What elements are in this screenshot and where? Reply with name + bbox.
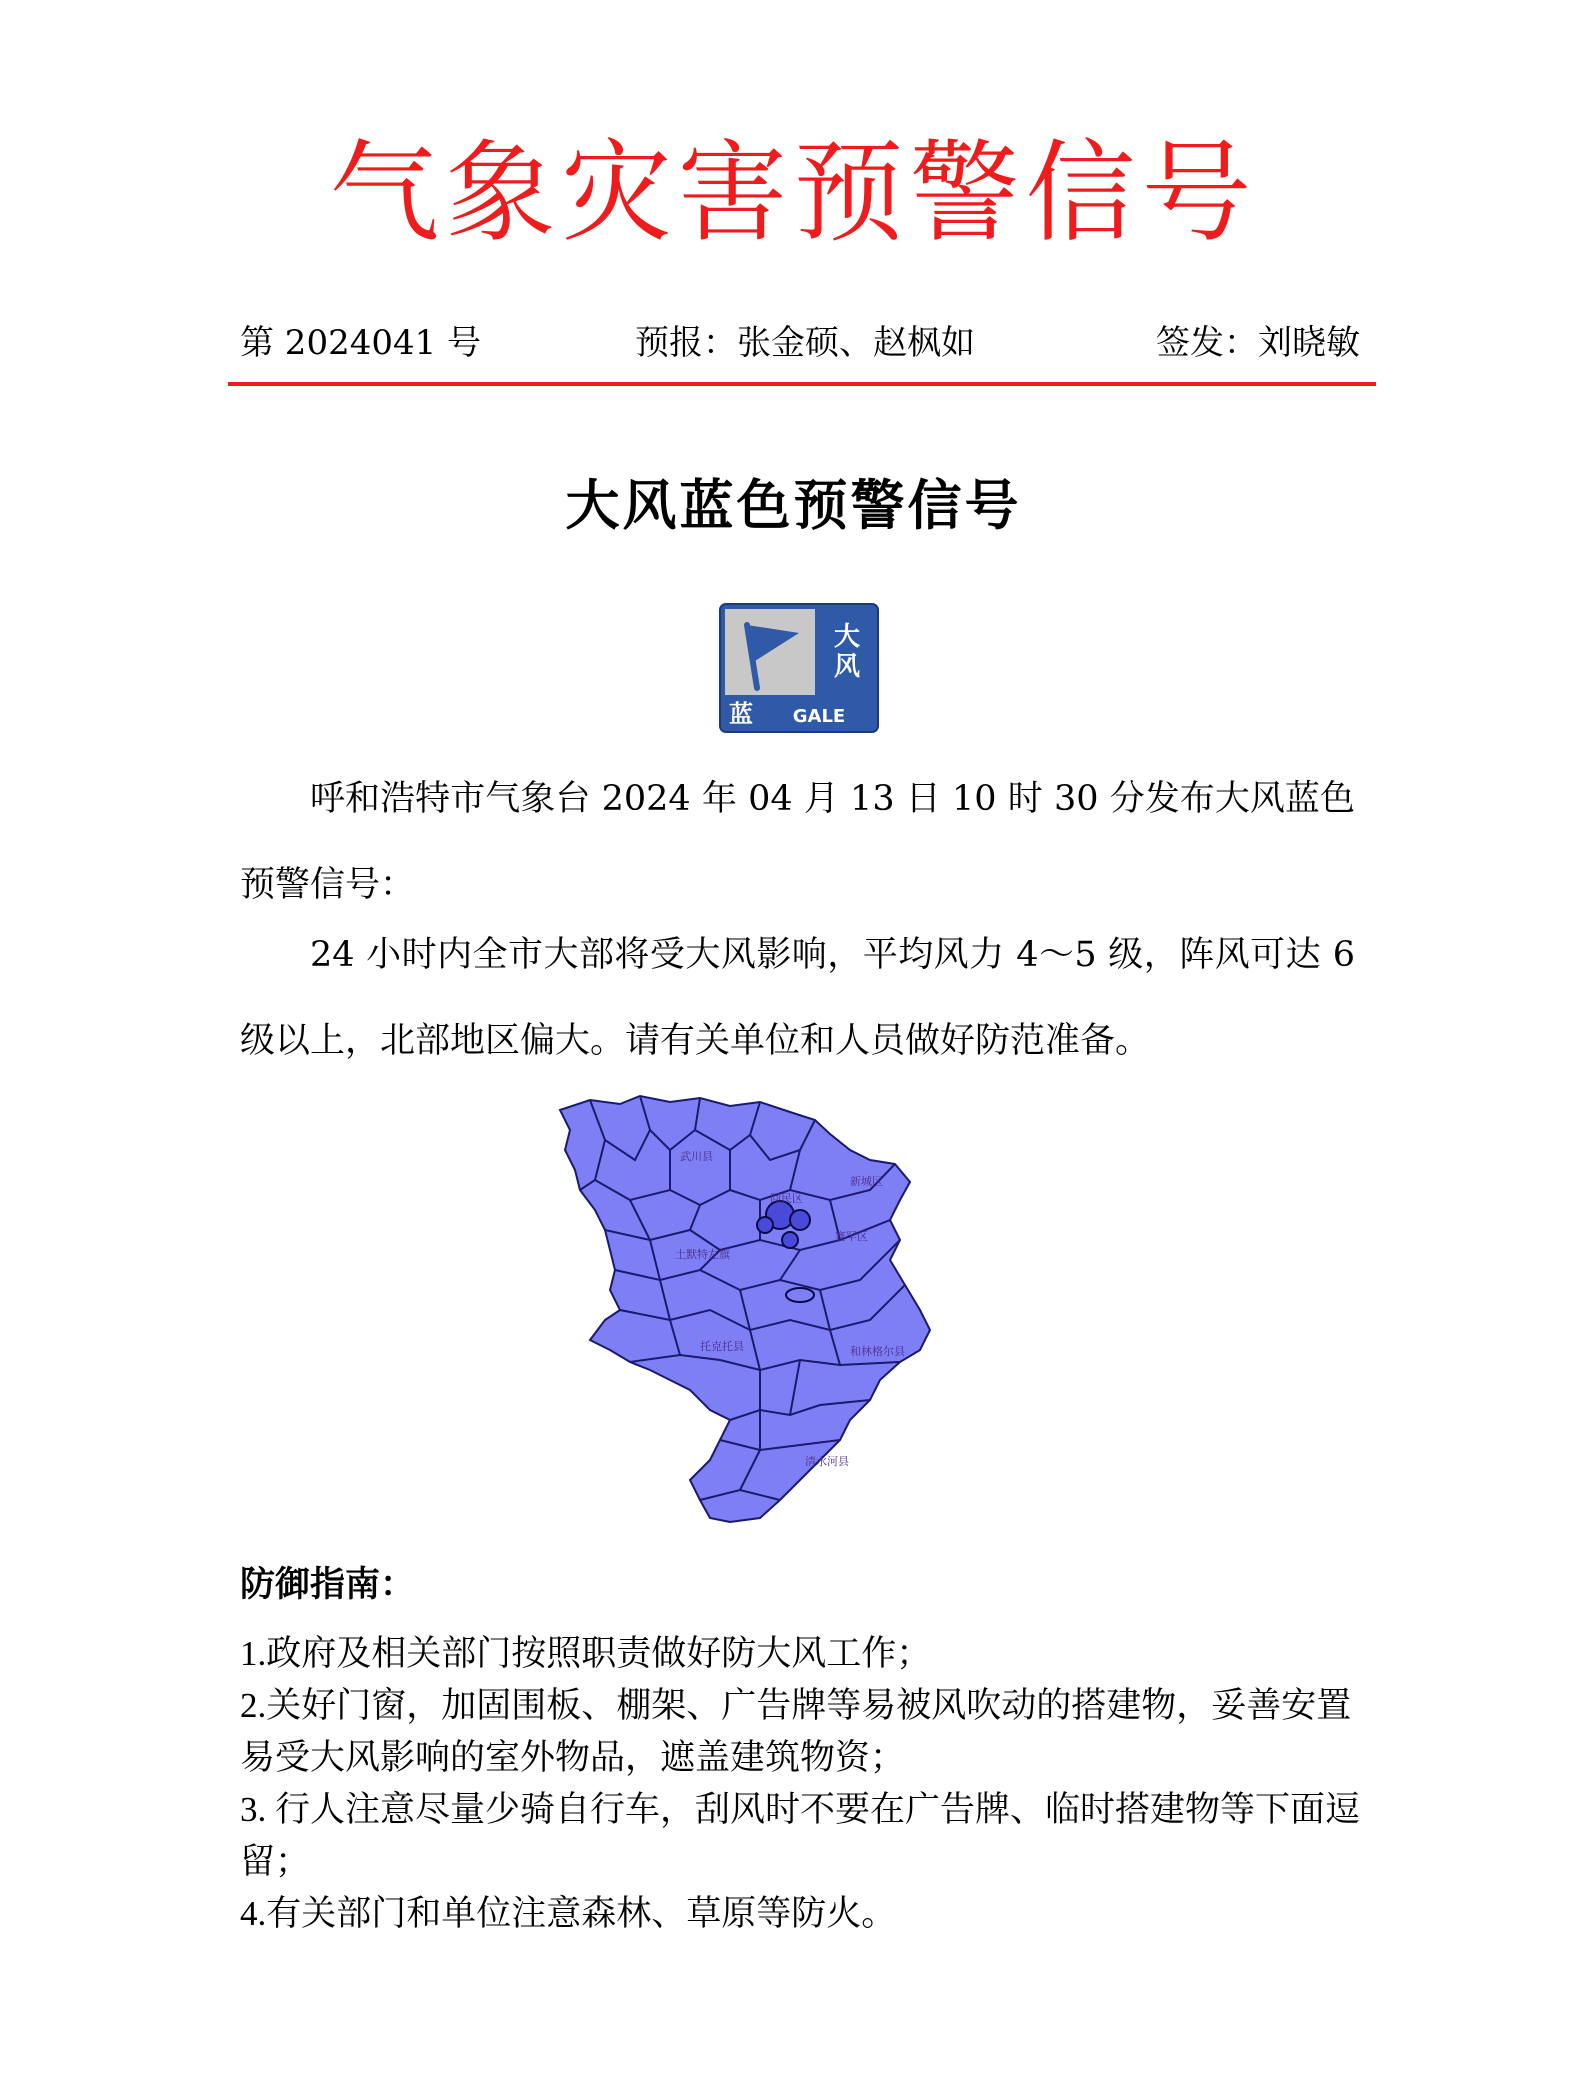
defense-guide-title: 防御指南：	[240, 1564, 416, 1605]
defense-guide-list	[240, 1628, 1360, 1940]
guide-item: 3. 行人注意尽量少骑自行车，刮风时不要在广告牌、临时搭建物等下面逗留；	[240, 1790, 1361, 1881]
label-saihan: 赛罕区	[835, 1230, 868, 1243]
icon-flag-panel	[725, 609, 815, 695]
forecast-paragraph: 24 小时内全市大部将受大风影响，平均风力 4～5 级，阵风可达 6 级以上，北部地区偏大。请有关单位和人员做好防范准备。	[240, 935, 1355, 1061]
label-xincheng: 新城区	[850, 1175, 883, 1188]
issue-meta-line	[240, 318, 1360, 368]
issue-number: 第 2024041 号	[240, 323, 482, 363]
icon-label-cn-2: 风	[833, 652, 861, 682]
signer: 签发：刘晓敏	[1156, 323, 1360, 363]
label-huimin: 回民区	[770, 1192, 803, 1205]
hohhot-warning-map	[550, 1090, 1040, 1530]
label-tuoketuo: 托克托县	[700, 1340, 744, 1353]
guide-item: 2.关好门窗，加固围板、棚架、广告牌等易被风吹动的搭建物，妥善安置易受大风影响的室外物品，遮盖建筑物资；	[240, 1686, 1352, 1777]
icon-level-cn: 蓝	[729, 700, 753, 728]
masthead-title: 气象灾害预警信号	[329, 129, 1258, 257]
label-wuchuan: 武川县	[680, 1150, 713, 1163]
forecasters: 预报：张金硕、赵枫如	[635, 323, 975, 363]
red-divider	[228, 382, 1376, 386]
issue-paragraph: 呼和浩特市气象台 2024 年 04 月 13 日 10 时 30 分发布大风蓝色预警信号：	[240, 779, 1355, 905]
icon-label-en: GALE	[792, 706, 846, 727]
label-qingshuihe: 清水河县	[805, 1455, 849, 1468]
guide-item: 4.有关部门和单位注意森林、草原等防火。	[240, 1894, 897, 1933]
gale-blue-warning-icon	[719, 603, 879, 733]
label-helingeer: 和林格尔县	[850, 1345, 905, 1358]
guide-item: 1.政府及相关部门按照职责做好防大风工作；	[240, 1634, 932, 1673]
icon-label-cn-1: 大	[833, 622, 861, 652]
label-tumote-zuoqi: 土默特左旗	[675, 1248, 730, 1261]
warning-title: 大风蓝色预警信号	[565, 473, 1022, 537]
